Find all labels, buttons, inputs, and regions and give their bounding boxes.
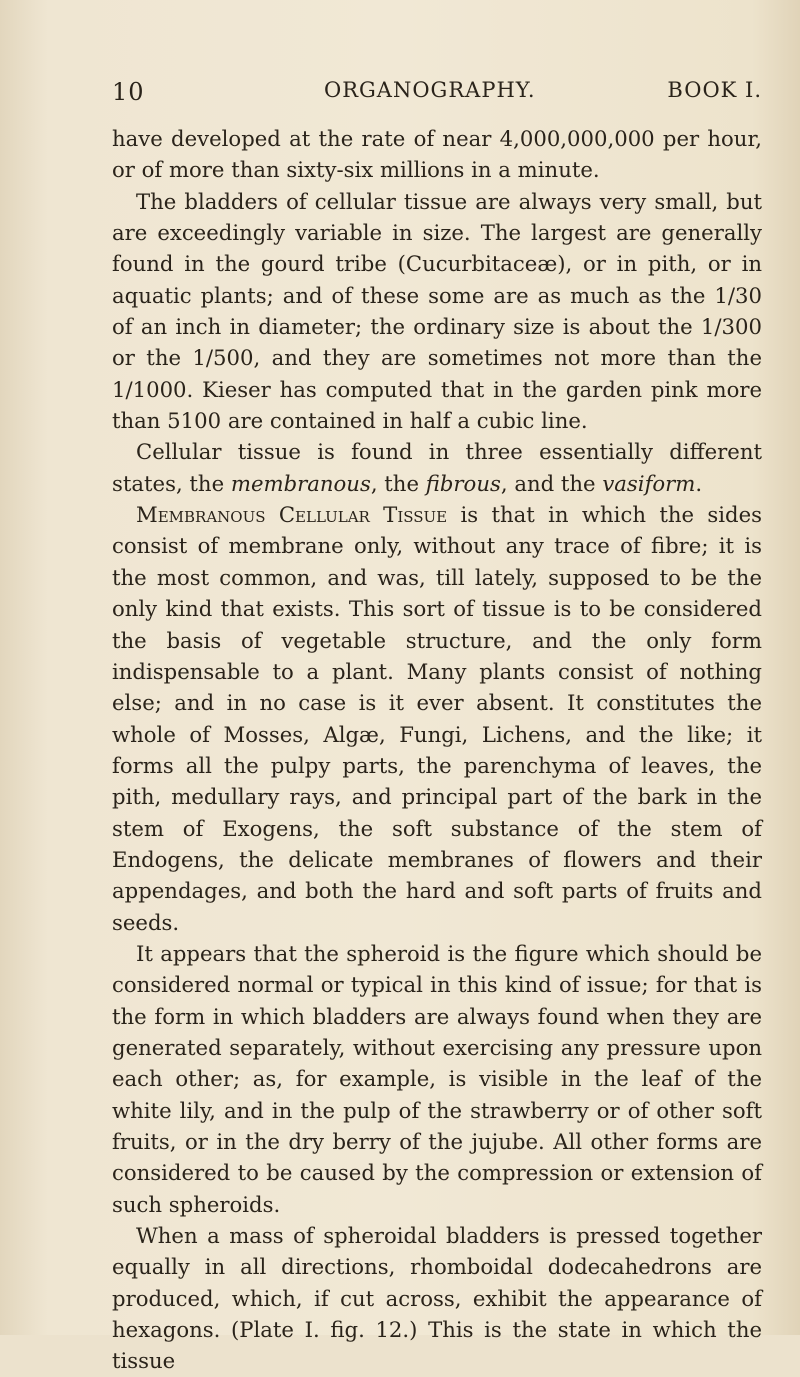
- paragraph-three-states: [112, 436, 762, 499]
- paragraph-bladder-size: The bladders of cellular tissue are always very small, but are exceedingly variable in size. The largest are generally found in the gourd tribe (Cucurbitaceæ), or in pith, or in aquatic plants; and of these some are as much as the 1/30 of an inch in diameter; the ordinary size is about the 1/300 or the 1/500, and they are sometimes not more than the 1/1000. Kieser has computed that in the garden pink more than 5100 are contained in half a cubic line.: [112, 188, 762, 434]
- text-run: , and the: [500, 470, 603, 496]
- text-run: Cellular tissue is found in three essentially different states, the: [112, 439, 762, 496]
- body-text: [112, 123, 762, 1377]
- term-fibrous: fibrous: [425, 470, 501, 496]
- text-run: is that in which the sides consist of membrane only, without any trace of fibre; it is the most common, and was, till lately, supposed to be the only kind that exists. This sort of tissue is to be considered the basis of vegetable structure, and the only form indispensable to a plant. Many plants consist of nothing else; and in no case is it ever absent. It constitutes the whole of Mosses, Algæ, Fungi, Lichens, and the like; it forms all the pulpy parts, the parenchyma of leaves, the pith, medullary rays, and principal part of the bark in the stem of Exogens, the soft substance of the stem of Endogens, the delicate membranes of flowers and their appendages, and both the hard and soft parts of fruits and seeds.: [112, 502, 762, 935]
- text-run: .: [695, 470, 703, 496]
- running-head: [112, 78, 762, 108]
- paragraph-continued: have developed at the rate of near 4,000,000,000 per hour, or of more than sixty-six millions in a minute.: [112, 126, 762, 183]
- term-membranous: membranous: [230, 470, 371, 496]
- section-heading: Membranous Cellular Tissue: [136, 502, 448, 528]
- book-label: BOOK I.: [667, 78, 762, 102]
- term-vasiform: vasiform: [602, 470, 696, 496]
- text-run: , the: [370, 470, 426, 496]
- page-number: 10: [112, 78, 145, 106]
- running-title: ORGANOGRAPHY.: [324, 78, 536, 102]
- paragraph-spheroid: It appears that the spheroid is the figure which should be considered normal or typical in this kind of issue; for that is the form in which bladders are always found when they are generated separately, without exercising any pressure upon each other; as, for example, is visible in the leaf of the white lily, and in the pulp of the strawberry or of other soft fruits, or in the dry berry of the jujube. All other forms are considered to be caused by the compression or extension of such spheroids.: [112, 940, 762, 1217]
- paragraph-membranous-tissue: [112, 499, 762, 938]
- paragraph-dodecahedrons: When a mass of spheroidal bladders is pressed together equally in all directions, rhomboidal dodecahedrons are produced, which, if cut across, exhibit the appearance of hexagons. (Plate I. fig. 12.) This is the state in which the tissue: [112, 1223, 762, 1374]
